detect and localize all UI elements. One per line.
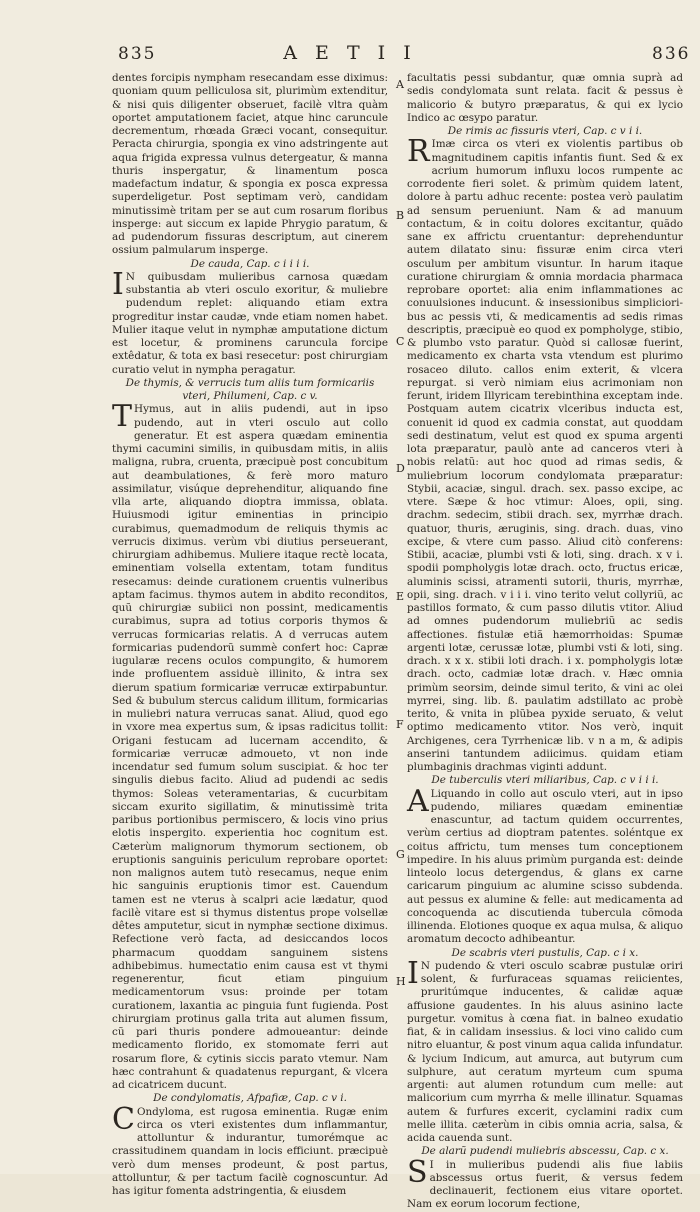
margin-letter: G [396,848,405,861]
paragraph: facultatis pessi subdantur, quæ omnia suprà ad sedis condylomata sunt relata. facit & pessus è malicorio & butyro præparatus, & qui ex lycio Indico ac œsypo paratur. [407,72,683,124]
right-column [407,72,683,1212]
chapter-heading: De condylomatis, Afpafiæ, Cap. c v i. [153,1092,347,1105]
running-title: A E T I I [283,42,417,64]
paragraph: THymus, aut in aliis pudendi, aut in ipso pudendo, aut in vteri osculo aut collo generatur. Et est aspera quædam eminentia thymi cacumini similis, in quibusdam mitis, in aliis maligna, rubra, cruenta, præcipuè post concubitum aut deambulationes, & ferè moro maturo assimilatur, visúque deprehenditur, aliquando fine vlla arte, aliquando dioptra immissa, oblata. Huiusmodi igitur eminentias in principio curabimus, quemadmodum de reliquis thymis ac verrucis diximus. verùm vbi diutius perseuerant, chirurgiam adhibemus. Muliere itaque rectè locata, eminentiam volsella extentam, totam funditus resecamus: deinde curationem cruentis vulneribus aptam facimus. thymos autem in abdito reconditos, quũ chirurgiæ subiici non possint, medicamentis curabimus, supra ad totius corporis thymos & verrucas formicarias relatis. A d verrucas autem formicarias pudendorũ summè confert hoc: Capræ iugularæ recens oculos compungito, & humorem inde profluentem assiduè illinito, & intra sex dierum spatium formicariæ verrucæ extirpabuntur. Sed & bubulum stercus calidum illitum, formicarias in muliebri natura verrucas sanat. Aliud, quod ego in vxore mea expertus sum, & ipsas radicitus tollit: Origani festucam ad lucernam accendito, & formicariæ verrucæ admoueto, vt non inde incendatur sed fumum solum suscipiat. & hoc ter singulis diebus facito. Aliud ad pudendi ac sedis thymos: Soleas veteramentarias, & cucurbitam siccam exurito sigillatim, & minutissimè trita paribus portionibus permiscero, & locis vino prius elotis inspergito. experientia hoc cognitum est. Cæterùm malignorum thymorum sectionem, ob eruptionis sanguinis periculum reprobare oportet: non malignos autem tutò resecamus, neque enim hic sanguinis eruptionis timor est. Cauendum tamen est ne vterus à scalpri acie lædatur, quod facilè vitare est si thymus distentus prope volsellæ dêtes amputetur, sicut in nymphæ sectione diximus. Refectione verò facta, ad desiccandos locos pharmacum quoddam sanguinem sistens adhibebimus. humectatio enim causa est vt thymi regenerentur, ficut etiam pinguium medicamentorum vsus: proinde per totam curationem, laxantia ac pinguia funt fugienda. Post chirurgiam protinus galla trita aut alumen fissum, cũ pari thuris pondere admoueantur: deinde medicamento florido, ex stomomate ferri aut rosarum flore, & cytinis siccis parato vtemur. Nam hæc contrahunt & quadatenus repurgant, & vlcera ad cicatricem ducunt. [112,399,388,1091]
margin-letter: E [396,590,405,603]
right-page-number: 836 [652,44,691,64]
paragraph: RImæ circa os vteri ex violentis partibus ob magnitudinem capitis infantis fiunt. Sed & ex acrium humorum influxu locos rumpente ac corrodente fieri solet. & primùm quidem latent, dolore à partu adhuc recente: postea verò paulatim ad sensum perueniunt. Nam & ad manuum contactum, & in coitu dolores excitantur, quãdo sane ex affrictu cruentantur: deprehenduntur autem dilatato sinu: fissuræ enim circa vteri osculum per ambitum visuntur. In harum itaque curatione chirurgiam & omnia mordacia pharmaca reprobare oportet: alia enim inflammationes ac conuulsiones inducunt. & insessionibus simplicioribus ac pessis vti, & medicamentis ad sedis rimas descriptis, præcipuè eo quod ex pompholyge, stibio, & plumbo vsto paratur. Quòd si callosæ fuerint, medicamento ex charta vsta vtendum est plurimo rosaceo diluto. callos enim exterit, & vlcera repurgat. si verò nimiam eius acrimoniam non ferunt, iridem Illyricam terebinthina exceptam inde. Postquam autem cicatrix vlceribus inducta est, conuenit id quod ex cadmia constat, aut quoddam sedi destinatum, velut est quod ex spuma argenti lota præparatur, paulò ante ad canceros vteri à nobis relatũ: aut hoc quod ad rimas sedis, & muliebrium locorum condylomata præparatur: Stybii, acaciæ, singul. drach. sex. passo excipe, ac vtere. Sæpe & hoc vtimur: Aloes, opii, sing. drachm. sedecim, stibii drach. sex, myrrhæ drach. quatuor, thuris, æruginis, sing. drach. duas, vino excipe, & vtere cum passo. Aliud citò conferens: Stibii, acaciæ, plumbi vsti & loti, sing. drach. x v i. spodii pompholygis lotæ drach. octo, fructus ericæ, aluminis scissi, atramenti sutorii, thuris, myrrhæ, opii, sing. drach. v i i i. vino terito velut collyriũ, ac pastillos formato, & cum passo dilutis vtitor. Aliud ad omnes pudendorum muliebriũ ac sedis affectiones. fistulæ etiã hæmorrhoidas: Spumæ argenti lotæ, cerussæ lotæ, plumbi vsti & loti, sing. drach. x x x. stibii loti drach. i x. pompholygis lotæ drach. octo, cadmiæ lotæ drach. v. Hæc omnia primùm seorsim, deinde simul terito, & vini ac olei myrrei, sing. lib. ß. paulatim adstillato ac probè terito, & vnita in plũbea pyxide seruato, & velut optimo medicamento vtitor. Nos verò, inquit Archigenes, cera Tyrrhenicæ lib. v n a m, & adipis anserini tantundem adiicimus. quidam etiam plumbaginis drachmas viginti addunt. [407,134,683,773]
left-column [112,72,388,1198]
paragraph: COndyloma, est rugosa eminentia. Rugæ enim circa os vteri existentes dum inflammantur, attolluntur & indurantur, tumorémque ac crassitudinem quandam in locis efficiunt. præcipuè verò dum menses prodeunt, & post partus, attolluntur, & per tactum facilè cognoscuntur. Ad has igitur fomenta adstringentia, & eiusdem [112,1101,388,1197]
chapter-heading: De cauda, Cap. c i i i i. [190,257,310,270]
paragraph: ALiquando in collo aut osculo vteri, aut in ipso pudendo, miliares quædam eminentiæ enascuntur, ad tactum quidem occurrentes, verùm certius ad dioptram patentes. soléntque ex coitus affrictu, tum menses tum conceptionem impedire. In his aluus primùm purganda est: deinde linteolo locus detergendus, & glans ex carne caricarum pinguium ac alumine scisso subdenda. aut pessus ex alumine & felle: aut medicamenta ad concoquenda ac discutienda tubercula cõmoda illinenda. Elotiones quoque ex aqua mulsa, & aliquo aromatum decocto adhibeantur. [407,783,683,946]
paragraph: IN pudendo & vteri osculo scabræ pustulæ oriri solent, & furfuraceas squamas reiicientes, pruritúmque inducentes, & calidæ aquæ affusione gaudentes. In his aluus asinino lacte purgetur. vomitus à cœna fiat. in balneo exudatio fiat, & in calidam insessius. & loci vino calido cum nitro eluantur, & post vinum aqua calida infundatur. & lycium Indicum, aut amurca, aut butyrum cum sulphure, aut ceratum myrteum cum spuma argenti: aut alumen rotundum cum melle: aut malicorium cum myrrha & melle illinatur. Squamas autem & furfures excerit, cyclamini radix cum melle illita. cæterùm in cibis omnia acria, salsa, & acida cauenda sunt. [407,955,683,1144]
paragraph: dentes forcipis nympham resecandam esse diximus: quoniam quum pelliculosa sit, plurimùm extenditur, & nisi quis diligenter obseruet, facilè vltra quàm oportet amputationem faciet, atque hinc caruncule decrementum, rhœada Græci vocant, consequitur. Peracta chirurgia, spongia ex vino adstringente aut aqua frigida expressa vulnus detergeatur, & manna thuris inspergatur, & linamentum posca madefactum indatur, & spongia ex posca expressa superdeligetur. Post septimam verò, candidam minutissimè tritam per se aut cum rosarum floribus insperge: aut siccum ex lapide Phrygio paratum, & ad pudendorum fissuras descriptum, aut cinerem ossium palmularum insperge. [112,72,388,257]
paragraph: IN quibusdam mulieribus carnosa quædam substantia ab vteri osculo exoritur, & muliebre pudendum replet: aliquando etiam extra progreditur instar caudæ, vnde etiam nomen habet. Mulier itaque velut in nymphæ amputatione dictum est locetur, & prominens caruncula forcipe extêdatur, & tota ex basi resecetur: post chirurgiam curatio velut in nympha peragatur. [112,266,388,376]
chapter-heading: De thymis, & verrucis tum aliis tum formicariis vteri, Philumeni, Cap. c v. [125,376,375,402]
margin-letter: C [396,335,405,348]
paragraph: SI in mulieribus pudendi alis fiue labiis abscessus ortus fuerit, & versus fedem declinauerit, fectionem eius vitare oportet. Nam ex eorum locorum fectione, [407,1154,683,1211]
margin-letter: F [396,718,404,731]
margin-letter: H [396,975,406,988]
chapter-heading: De alarũ pudendi muliebris abscessu, Cap. c x. [421,1145,669,1158]
margin-letter: A [396,78,404,91]
left-page-number: 835 [118,44,157,64]
chapter-heading: De scabris vteri pustulis, Cap. c i x. [451,946,639,959]
chapter-heading: De tuberculis vteri miliaribus, Cap. c v i i i. [431,774,659,787]
margin-letter: B [396,209,405,222]
margin-letter: D [396,462,405,475]
chapter-heading: De rimis ac fissuris vteri, Cap. c v i i. [447,125,643,137]
